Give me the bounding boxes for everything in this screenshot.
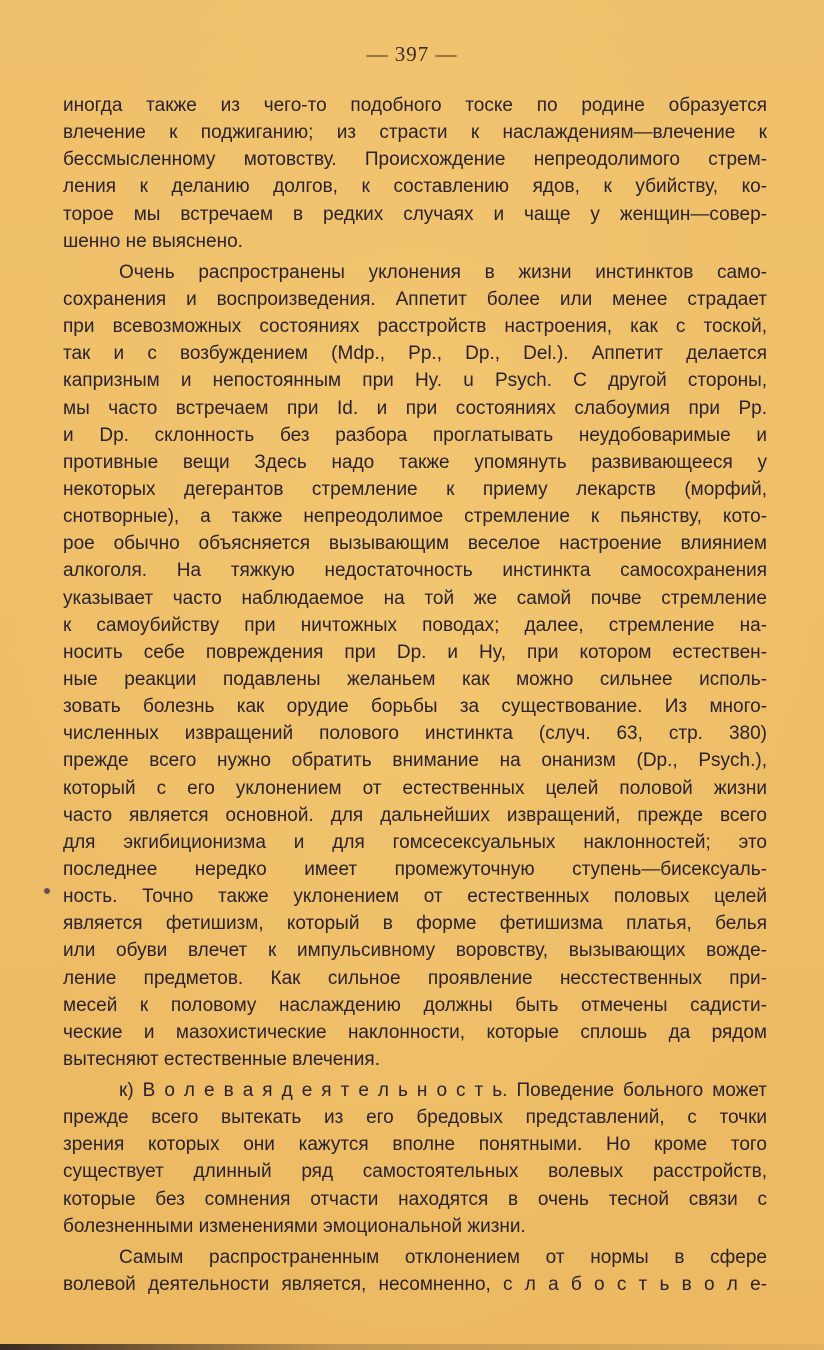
text-line: или обуви влечет к импульсивному воровству, вызывающих вожде- (63, 940, 767, 962)
text-line: ные реакции подавлены желаньем как можно сильнее исполь- (63, 668, 767, 690)
margin-mark (44, 888, 50, 894)
text-line: вытесняют естественные влечения. (63, 1048, 380, 1070)
paragraph-1 (63, 92, 767, 255)
body-text (63, 92, 767, 1298)
text-line: носить себе повреждения при Dp. и Hy, при котором естествен- (63, 641, 767, 663)
text-line: так и с возбуждением (Mdp., Pp., Dp., Del.). Аппетит делается (63, 343, 767, 365)
page-edge-shadow (0, 1344, 824, 1350)
text-line: зовать болезнь как орудие борьбы за существование. Из много- (63, 696, 767, 718)
page-number: — 397 — (366, 42, 458, 66)
paragraph-3 (63, 1077, 767, 1240)
text-line: некоторых дегерантов стремление к приему лекарств (морфий, (63, 478, 767, 500)
text-line: капризным и непостоянным при Hy. u Psych. С другой стороны, (63, 370, 767, 392)
text-line: численных извращений полового инстинкта (случ. 63, стр. 380) (63, 723, 767, 745)
text-line: указывает часто наблюдаемое на той же самой почве стремление (63, 587, 767, 609)
text-line: бессмысленному мотовству. Происхождение непреодолимого стрем- (63, 149, 767, 171)
text-line: последнее нередко имеет промежуточную ступень—бисексуаль- (63, 858, 767, 880)
text-line: Очень распространены уклонения в жизни инстинктов само- (119, 261, 767, 283)
text-line: ческие и мазохистические наклонности, которые сплошь да рядом (63, 1021, 767, 1043)
text-line: болезненными изменениями эмоциональной жизни. (63, 1215, 526, 1237)
text-line: торое мы встречаем в редких случаях и чаще у женщин—совер- (63, 203, 767, 225)
text-line: существует длинный ряд самостоятельных волевых расстройств, (63, 1161, 767, 1183)
text-line: Самым распространенным отклонением от нормы в сфере (119, 1246, 767, 1268)
text-line: сохранения и воспроизведения. Аппетит более или менее страдает (63, 288, 767, 310)
text-line: к) В о л е в а я д е я т е л ь н о с т ь. Поведение больного может (119, 1080, 767, 1102)
text-line: часто является основной. для дальнейших извращений, прежде всего (63, 804, 767, 826)
text-line: мы часто встречаем при Id. и при состояниях слабоумия при Pp. (63, 397, 767, 419)
text-line: и Dp. склонность без разбора проглатывать неудобоваримые и (63, 424, 767, 446)
text-line: ление предметов. Как сильное проявление несстественных при- (63, 967, 767, 989)
text-line: шенно не выяснено. (63, 230, 243, 252)
text-line: прежде всего вытекать из его бредовых представлений, с точки (63, 1107, 767, 1129)
text-line: является фетишизм, который в форме фетишизма платья, белья (63, 913, 767, 935)
text-line: снотворные), а также непреодолимое стремление к пьянству, кото- (63, 506, 767, 528)
paragraph-2 (63, 259, 767, 1073)
text-line: рое обычно объясняется вызывающим веселое настроение влиянием (63, 533, 767, 555)
text-line: которые без сомнения отчасти находятся в очень тесной связи с (63, 1188, 767, 1210)
paragraph-4 (63, 1244, 767, 1298)
text-line: ность. Точно также уклонением от естественных половых целей (63, 886, 767, 908)
text-line: месей к половому наслаждению должны быть отмечены садисти- (63, 994, 767, 1016)
text-line: к самоубийству при ничтожных поводах; далее, стремление на- (63, 614, 767, 636)
text-line: противные вещи Здесь надо также упомянуть развивающееся у (63, 451, 767, 473)
text-line: при всевозможных состояниях расстройств настроения, как с тоской, (63, 316, 767, 338)
text-line: прежде всего нужно обратить внимание на онанизм (Dp., Psych.), (63, 750, 767, 772)
text-line: иногда также из чего-то подобного тоске по родине образуется (63, 95, 767, 116)
text-line: зрения которых они кажутся вполне понятными. Но кроме того (63, 1134, 767, 1156)
text-line: ления к деланию долгов, к составлению ядов, к убийству, ко- (63, 176, 767, 198)
text-line: волевой деятельности является, несомненно, с л а б о с т ь в о л е- (63, 1274, 767, 1296)
text-line: который с его уклонением от естественных целей половой жизни (63, 777, 767, 799)
text-line: для экгибиционизма и для гомсесексуальных наклонностей; это (63, 831, 767, 853)
text-line: алкоголя. На тяжкую недостаточность инстинкта самосохранения (63, 560, 767, 582)
text-line: влечение к поджиганию; из страсти к наслаждениям—влечение к (63, 122, 767, 144)
